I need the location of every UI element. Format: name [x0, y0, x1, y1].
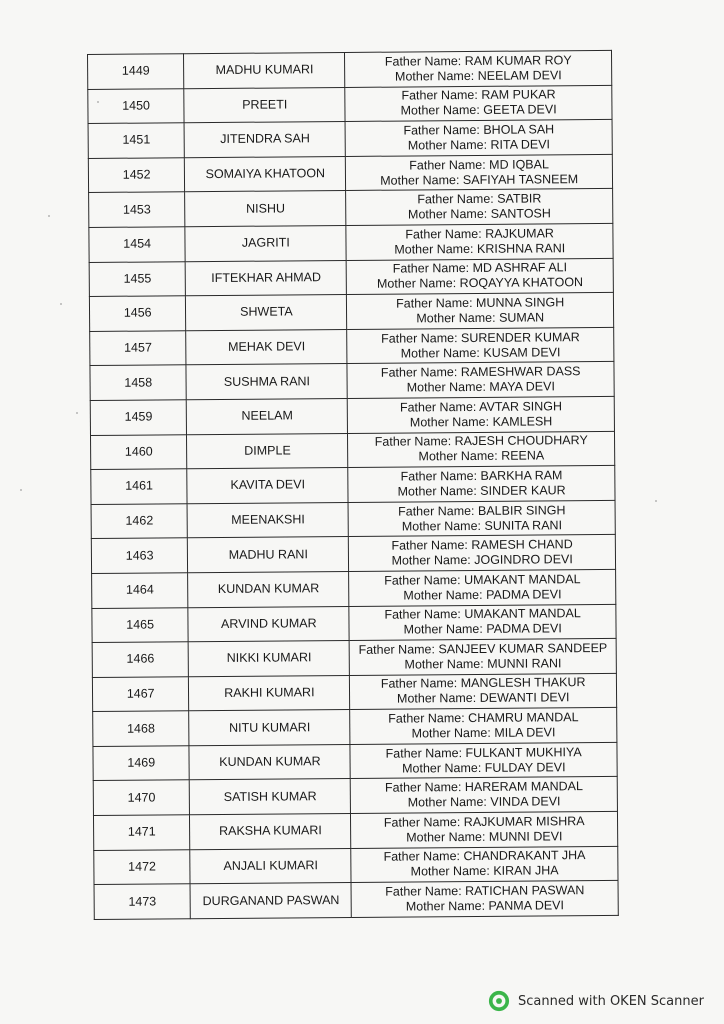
serial-number-cell [92, 573, 189, 608]
parents-cell [345, 50, 612, 87]
serial-number-cell [94, 884, 191, 919]
serial-number: 1467 [126, 686, 155, 701]
father-name: Father Name: BHOLA SAH [403, 122, 555, 138]
scanner-footer-text: Scanned with OKEN Scanner [518, 993, 704, 1009]
serial-number: 1470 [127, 790, 156, 805]
father-name: Father Name: MANGLESH THAKUR [380, 675, 586, 692]
serial-number: 1461 [125, 478, 154, 494]
serial-number-cell [88, 123, 185, 158]
mother-name: Mother Name: KRISHNA RANI [394, 241, 566, 257]
serial-number: 1454 [123, 236, 152, 251]
parents-cell [350, 708, 617, 745]
table-row [93, 708, 617, 747]
parents-cell [350, 742, 617, 779]
father-name: Father Name: RAMESHWAR DASS [380, 364, 581, 380]
candidate-name: NITU KUMARI [189, 710, 350, 746]
serial-number: 1473 [128, 894, 157, 909]
serial-number-cell [93, 780, 190, 815]
parents-cell [349, 604, 616, 641]
parents-cell [348, 396, 615, 433]
mother-name: Mother Name: SANTOSH [407, 206, 551, 222]
serial-number: 1451 [122, 132, 151, 148]
parents-cell [346, 189, 613, 226]
serial-number-cell [88, 88, 185, 123]
parents-cell [350, 638, 617, 675]
scan-speck [48, 215, 50, 217]
serial-number-cell [92, 607, 189, 642]
candidate-name: DURGANAND PASWAN [190, 883, 351, 919]
mother-name: Mother Name: DEWANTI DEVI [396, 690, 570, 707]
table-row [94, 846, 618, 885]
parents-cell [350, 673, 617, 710]
candidate-name: MADHU KUMARI [184, 52, 345, 88]
father-name: Father Name: RAMESH CHAND [391, 537, 573, 553]
table-row [88, 154, 612, 193]
scan-speck [76, 412, 78, 414]
scan-speck [97, 101, 99, 103]
table-row [88, 120, 612, 159]
table-row [93, 811, 617, 850]
candidate-name: IFTEKHAR AHMAD [185, 260, 346, 296]
father-name: Father Name: SANJEEV KUMAR SANDEEP [358, 640, 608, 657]
table-row [88, 50, 612, 89]
serial-number-cell [93, 711, 190, 746]
serial-number: 1457 [124, 340, 152, 355]
serial-number-cell [90, 330, 187, 365]
mother-name: Mother Name: KUSAM DEVI [400, 344, 561, 361]
mother-name: Mother Name: PADMA DEVI [403, 621, 562, 637]
records-table-body [88, 50, 619, 919]
candidate-name: RAKHI KUMARI [189, 675, 350, 711]
serial-number-cell [89, 192, 186, 227]
father-name: Father Name: MD ASHRAF ALI [392, 260, 568, 276]
parents-cell [347, 327, 614, 364]
serial-number: 1453 [122, 202, 151, 217]
candidate-name: SUSHMA RANI [186, 364, 347, 400]
mother-name: Mother Name: PADMA DEVI [403, 586, 562, 603]
mother-name: Mother Name: REENA [418, 448, 545, 464]
father-name: Father Name: SURENDER KUMAR [381, 329, 580, 346]
serial-number-cell [89, 227, 186, 262]
candidate-name: KAVITA DEVI [187, 468, 348, 504]
parents-cell [348, 465, 615, 502]
parents-cell [349, 569, 616, 606]
parents-cell [347, 293, 614, 330]
candidate-name: SATISH KUMAR [190, 779, 351, 815]
serial-number: 1449 [121, 63, 150, 79]
father-name: Father Name: BARKHA RAM [400, 468, 563, 484]
mother-name: Mother Name: KAMLESH [409, 414, 553, 430]
serial-number-cell [88, 158, 185, 193]
father-name: Father Name: UMAKANT MANDAL [384, 571, 581, 588]
mother-name: Mother Name: ROQAYYA KHATOON [376, 275, 584, 292]
serial-number: 1456 [123, 305, 152, 321]
serial-number: 1463 [125, 548, 154, 563]
mother-name: Mother Name: SUNITA RANI [401, 517, 563, 534]
parents-cell [345, 85, 612, 122]
serial-number: 1466 [126, 651, 155, 667]
serial-number-cell [90, 365, 187, 400]
table-row [90, 396, 614, 435]
candidate-name: MADHU RANI [188, 537, 349, 573]
candidate-name: SOMAIYA KHATOON [185, 156, 346, 192]
serial-number-cell [92, 642, 189, 677]
father-name: Father Name: BALBIR SINGH [398, 502, 566, 519]
mother-name: Mother Name: SINDER KAUR [397, 483, 566, 499]
serial-number: 1459 [124, 409, 153, 424]
parents-cell [348, 431, 615, 468]
mother-name: Mother Name: FULDAY DEVI [402, 759, 566, 776]
mother-name: Mother Name: VINDA DEVI [407, 794, 561, 810]
father-name: Father Name: RAM PUKAR [401, 87, 556, 103]
oken-scanner-logo-icon [488, 990, 510, 1012]
father-name: Father Name: CHANDRAKANT JHA [383, 848, 586, 865]
serial-number-cell [94, 849, 191, 884]
table-row [91, 500, 615, 539]
serial-number: 1450 [122, 98, 151, 113]
scanner-footer [488, 990, 704, 1012]
mother-name: Mother Name: RITA DEVI [407, 137, 551, 153]
father-name: Father Name: RAM KUMAR ROY [384, 52, 572, 69]
father-name: Father Name: MUNNA SINGH [396, 295, 565, 311]
serial-number-cell [90, 400, 187, 435]
serial-number-cell [92, 676, 189, 711]
serial-number: 1465 [126, 617, 155, 632]
table-row [92, 604, 616, 643]
parents-cell [347, 258, 614, 295]
father-name: Father Name: MD IQBAL [409, 156, 549, 173]
candidate-name: ANJALI KUMARI [190, 848, 351, 884]
parents-cell [347, 362, 614, 399]
candidate-name: MEENAKSHI [187, 502, 348, 538]
father-name: Father Name: SATBIR [417, 191, 542, 207]
serial-number: 1455 [123, 271, 152, 286]
mother-name: Mother Name: PANMA DEVI [405, 898, 565, 914]
mother-name: Mother Name: GEETA DEVI [400, 102, 557, 118]
table-row [89, 258, 613, 297]
serial-number-cell [93, 815, 190, 850]
mother-name: Mother Name: JOGINDRO DEVI [391, 552, 573, 568]
scan-speck [20, 489, 22, 491]
serial-number-cell [93, 746, 190, 781]
serial-number-cell [91, 503, 188, 538]
candidate-name: JITENDRA SAH [184, 122, 345, 158]
table-row [91, 465, 615, 504]
table-row [93, 777, 617, 816]
candidate-name: DIMPLE [187, 433, 348, 469]
table-row [92, 569, 616, 608]
father-name: Father Name: RATICHAN PASWAN [385, 883, 585, 899]
father-name: Father Name: CHAMRU MANDAL [388, 710, 579, 726]
father-name: Father Name: HARERAM MANDAL [384, 779, 583, 795]
father-name: Father Name: RAJKUMAR [405, 226, 554, 242]
table-row [90, 431, 614, 470]
mother-name: Mother Name: MAYA DEVI [406, 379, 555, 395]
parents-cell [351, 881, 618, 918]
parents-cell [346, 223, 613, 260]
serial-number-cell [91, 538, 188, 573]
serial-number: 1469 [127, 755, 156, 770]
table-row [89, 189, 613, 228]
serial-number-cell [91, 469, 188, 504]
father-name: Father Name: RAJESH CHOUDHARY [374, 433, 588, 450]
parents-cell [346, 154, 613, 191]
serial-number: 1460 [124, 444, 153, 459]
parents-cell [351, 811, 618, 848]
parents-cell [345, 120, 612, 157]
serial-number: 1468 [127, 721, 155, 736]
mother-name: Mother Name: MUNNI DEVI [406, 829, 563, 845]
table-row [91, 535, 615, 574]
mother-name: Mother Name: MUNNI RANI [404, 656, 562, 672]
candidate-name: JAGRITI [185, 225, 346, 261]
mother-name: Mother Name: KIRAN JHA [410, 863, 559, 879]
table-row [93, 742, 617, 781]
candidate-name: KUNDAN KUMAR [189, 744, 350, 780]
scan-speck [655, 500, 657, 502]
mother-name: Mother Name: NEELAM DEVI [394, 68, 562, 84]
candidate-name: PREETI [184, 87, 345, 123]
records-table [87, 50, 619, 920]
father-name: Father Name: FULKANT MUKHIYA [385, 744, 582, 761]
father-name: Father Name: UMAKANT MANDAL [384, 606, 581, 622]
table-row [89, 223, 613, 262]
serial-number-cell [89, 261, 186, 296]
candidate-name: NIKKI KUMARI [188, 641, 349, 677]
candidate-name: ARVIND KUMAR [188, 606, 349, 642]
serial-number: 1471 [127, 824, 156, 840]
serial-number: 1452 [122, 167, 151, 182]
parents-cell [351, 846, 618, 883]
table-row [94, 881, 618, 920]
candidate-name: RAKSHA KUMARI [190, 814, 351, 850]
serial-number-cell [90, 434, 187, 469]
serial-number: 1472 [128, 859, 157, 874]
table-row [88, 85, 612, 124]
mother-name: Mother Name: SUMAN [416, 310, 545, 326]
parents-cell [348, 500, 615, 537]
parents-cell [349, 535, 616, 572]
serial-number: 1464 [125, 582, 154, 597]
candidate-name: NEELAM [187, 398, 348, 434]
mother-name: Mother Name: MILA DEVI [411, 725, 556, 741]
candidate-name: SHWETA [186, 295, 347, 331]
table-row [89, 293, 613, 332]
candidate-name: KUNDAN KUMAR [188, 571, 349, 607]
table-row [90, 327, 614, 366]
serial-number: 1458 [124, 375, 153, 390]
father-name: Father Name: RAJKUMAR MISHRA [383, 813, 585, 830]
mother-name: Mother Name: SAFIYAH TASNEEM [380, 171, 579, 188]
table-row [92, 638, 616, 677]
candidate-name: NISHU [185, 191, 346, 227]
scan-speck [60, 303, 62, 305]
serial-number: 1462 [125, 513, 154, 528]
candidate-name: MEHAK DEVI [186, 329, 347, 365]
serial-number-cell [89, 296, 186, 331]
serial-number-cell [88, 54, 185, 89]
father-name: Father Name: AVTAR SINGH [399, 399, 563, 415]
table-row [92, 673, 616, 712]
table-row [90, 362, 614, 401]
parents-cell [351, 777, 618, 814]
